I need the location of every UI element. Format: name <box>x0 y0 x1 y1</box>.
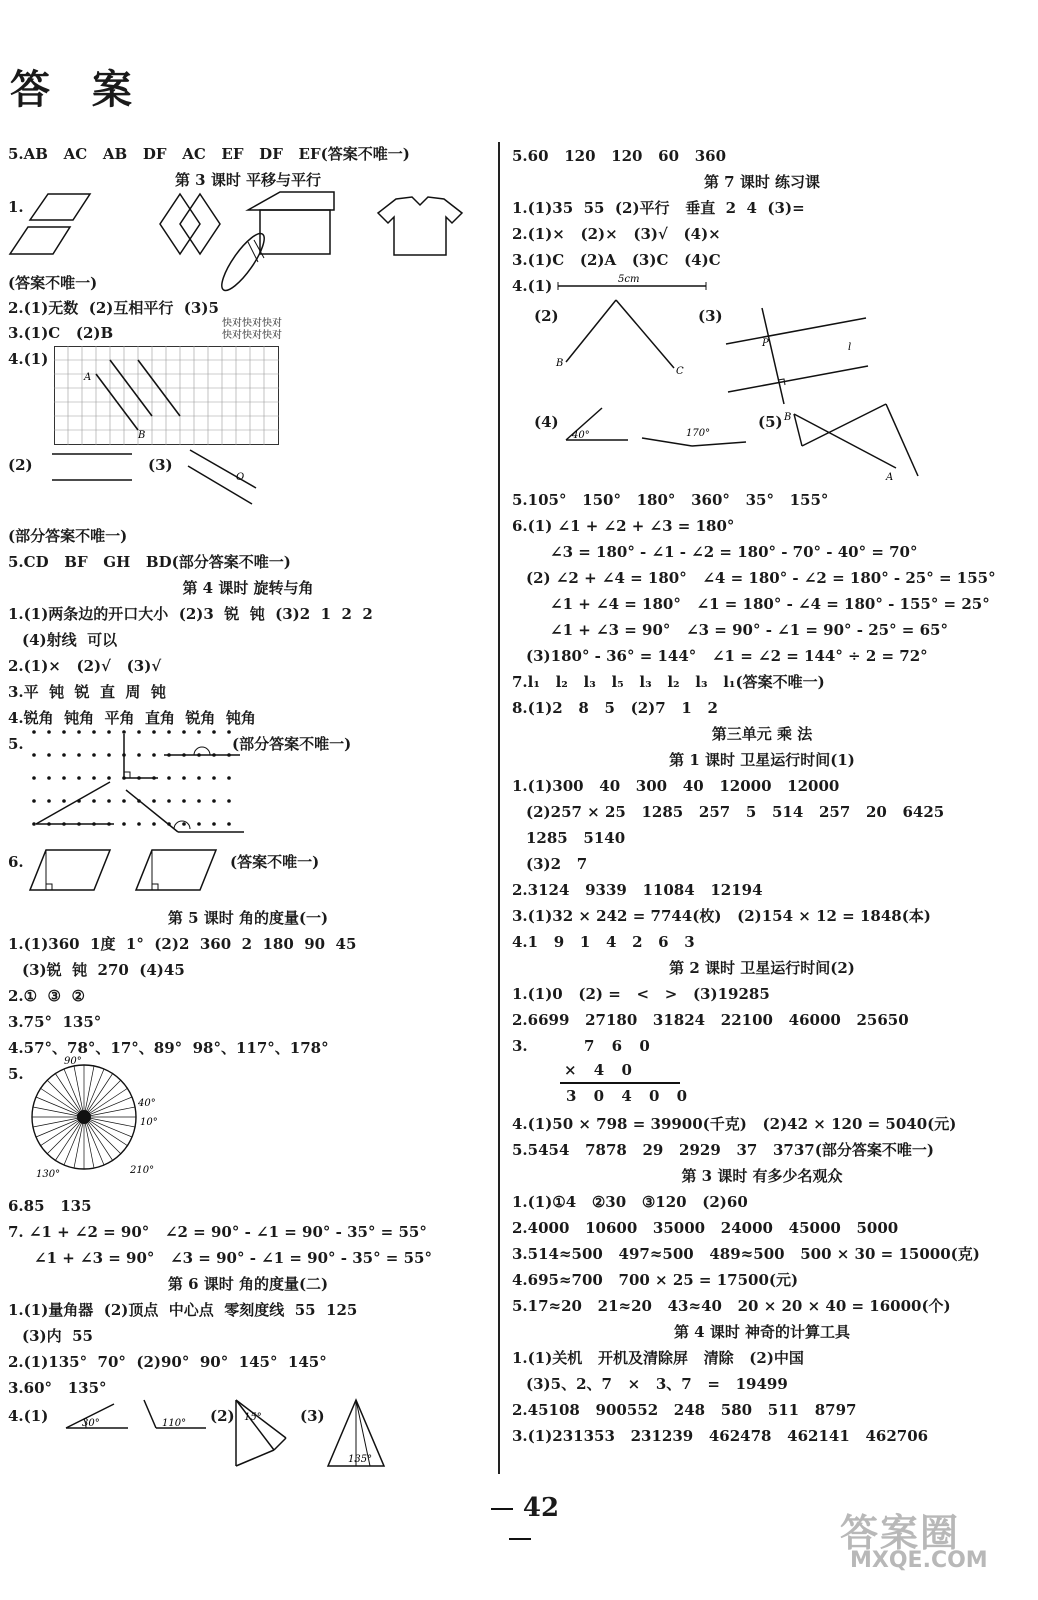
perpendicular-parallel-figure <box>722 300 872 406</box>
answer-line: 3.(1)32 × 242 = 7744(枚) (2)154 × 12 = 1848(本) <box>512 907 931 925</box>
point-label: P <box>762 338 769 349</box>
answer-line: 4.(1) <box>512 277 553 295</box>
angle-label: 10° <box>140 1117 158 1128</box>
point-label: B <box>784 412 792 423</box>
answer-line: 4.锐角 钝角 平角 直角 锐角 钝角 <box>8 709 256 727</box>
answer-line: ∠1 + ∠3 = 90° ∠3 = 90° - ∠1 = 90° - 35° = 55° <box>34 1249 432 1267</box>
stamp-note: 快对快对快对 <box>222 330 282 341</box>
answer-line: 1.(1)量角器 (2)顶点 中心点 零刻度线 55 125 <box>8 1301 358 1319</box>
answer-line: 6.(1) ∠1 + ∠2 + ∠3 = 180° <box>512 517 735 535</box>
angle-40-figure <box>562 406 632 444</box>
angle-110-figure <box>140 1398 210 1432</box>
answer-line: 4.57°、78°、17°、89° 98°、117°、178° <box>8 1039 329 1057</box>
page-number-dash <box>509 1538 531 1540</box>
point-label: A <box>886 472 894 483</box>
answer-line: 8.(1)2 8 5 (2)7 1 2 <box>512 699 718 717</box>
angle-label: 135° <box>348 1454 373 1465</box>
length-label: 5cm <box>618 274 640 285</box>
answer-line: 5.17≈20 21≈20 43≈40 20 × 20 × 40 = 16000(个) <box>512 1297 951 1315</box>
page-number <box>470 1493 570 1553</box>
point-label: B <box>138 430 146 441</box>
answer-line: (部分答案不唯一) <box>232 735 352 753</box>
dot-grid-angles-figure <box>28 728 240 842</box>
angle-label: 30° <box>82 1418 100 1429</box>
vertical-multiplication-row: × 4 0 <box>564 1061 638 1079</box>
page-title: 答 案 <box>10 66 146 113</box>
answer-line: 7.l₁ l₂ l₃ l₅ l₃ l₂ l₃ l₁(答案不唯一) <box>512 673 825 691</box>
section-heading: 第 4 课时 旋转与角 <box>182 579 314 597</box>
answer-line: (2) ∠2 + ∠4 = 180° ∠4 = 180° - ∠2 = 180° - 25° = 155° <box>526 569 996 587</box>
page-number-dash <box>491 1508 513 1510</box>
answer-line: (3)180° - 36° = 144° ∠1 = ∠2 = 144° ÷ 2 = 72° <box>526 647 928 665</box>
section-heading: 第 2 课时 卫星运行时间(2) <box>669 959 855 977</box>
parallel-through-point-figure <box>186 448 266 508</box>
answer-line: 1.(1)0 (2) = < > (3)19285 <box>512 985 770 1003</box>
section-heading: 第 4 课时 神奇的计算工具 <box>673 1323 851 1341</box>
angle-label: 15° <box>244 1412 262 1423</box>
answer-line: (3)内 55 <box>22 1327 93 1345</box>
answer-line: 5.AB AC AB DF AC EF DF EF(答案不唯一) <box>8 145 410 163</box>
answer-line: 3.60° 135° <box>8 1379 107 1397</box>
page-number-value: 42 <box>522 1493 560 1523</box>
answer-line: 1.(1)360 1度 1° (2)2 360 2 180 90 45 <box>8 935 357 953</box>
vertical-multiplication-row: 7 6 0 <box>584 1037 656 1055</box>
line-label: l <box>848 342 852 353</box>
stamp-note: 快对快对快对 <box>222 318 282 329</box>
answer-line: 4.(1) <box>8 350 49 368</box>
angle-bc-figure <box>552 296 692 376</box>
distance-ba-figure <box>782 402 932 482</box>
shirt-figure <box>376 195 476 259</box>
angle-label: 40° <box>572 430 590 441</box>
point-label: B <box>556 358 564 369</box>
section-heading: 第 5 课时 角的度量(一) <box>167 909 329 927</box>
answer-line: (3) <box>148 456 173 474</box>
answer-line: 4.695≈700 700 × 25 = 17500(元) <box>512 1271 799 1289</box>
answer-line: 3.75° 135° <box>8 1013 102 1031</box>
answer-line: 4.(1) <box>8 1407 49 1425</box>
answer-line: 2.4000 10600 35000 24000 45000 5000 <box>512 1219 899 1237</box>
answer-line: 3.514≈500 497≈500 489≈500 500 × 30 = 15000(克) <box>512 1245 980 1263</box>
answer-line: 3.平 钝 锐 直 周 钝 <box>8 683 166 701</box>
point-label: O <box>236 472 245 483</box>
angle-label: 110° <box>162 1418 187 1429</box>
answer-line: 5.5454 7878 29 2929 37 3737(部分答案不唯一) <box>512 1141 934 1159</box>
point-label: A <box>84 372 92 383</box>
answer-line: 2.(1)× (2)× (3)√ (4)× <box>512 225 721 243</box>
answer-line: 3. <box>512 1037 528 1055</box>
answer-line: 3.(1)C (2)B <box>8 324 114 342</box>
triangles-15-figure <box>230 1398 290 1470</box>
answer-line: 1.(1)两条边的开口大小 (2)3 锐 钝 (3)2 1 2 2 <box>8 605 373 623</box>
answer-line: 1. <box>8 198 24 216</box>
answer-line: 2.(1)无数 (2)互相平行 (3)5 <box>8 299 219 317</box>
parallelograms-figure <box>28 848 238 894</box>
section-heading: 第 1 课时 卫星运行时间(1) <box>669 751 855 769</box>
answer-line: 1.(1)关机 开机及清除屏 清除 (2)中国 <box>512 1349 804 1367</box>
answer-line: (3)2 7 <box>526 855 588 873</box>
parallel-lines-figure <box>48 446 148 486</box>
multiplication-rule <box>560 1082 680 1084</box>
point-label: C <box>676 366 684 377</box>
watermark-url: MXQE.COM <box>850 1548 988 1573</box>
angle-label: 170° <box>686 428 711 439</box>
answer-line: 2.(1)× (2)√ (3)√ <box>8 657 162 675</box>
answer-line: 3.(1)231353 231239 462478 462141 462706 <box>512 1427 929 1445</box>
answer-line: 6.85 135 <box>8 1197 92 1215</box>
protractor-circle-figure <box>22 1055 182 1180</box>
answer-line: 2.(1)135° 70° (2)90° 90° 145° 145° <box>8 1353 327 1371</box>
angle-label: 90° <box>64 1056 82 1067</box>
segment-5cm-figure <box>556 272 716 292</box>
answer-line: 5.105° 150° 180° 360° 35° 155° <box>512 491 829 509</box>
answer-line: 3.(1)C (2)A (3)C (4)C <box>512 251 721 269</box>
answer-line: 2.45108 900552 248 580 511 8797 <box>512 1401 857 1419</box>
answer-line: (3)锐 钝 270 (4)45 <box>22 961 185 979</box>
answer-line: 4.(1)50 × 798 = 39900(千克) (2)42 × 120 = 5040(元) <box>512 1115 957 1133</box>
section-heading: 第 6 课时 角的度量(二) <box>167 1275 329 1293</box>
angle-label: 210° <box>130 1165 155 1176</box>
answer-line: 6. <box>8 853 24 871</box>
watermark-logo: 答案圈 <box>840 1511 961 1555</box>
unit-heading: 第三单元 乘 法 <box>711 725 813 743</box>
answer-line: 5. <box>8 1065 24 1083</box>
translation-shapes-figure <box>8 192 328 272</box>
section-heading: 第 3 课时 有多少名观众 <box>681 1167 843 1185</box>
angle-170-figure <box>640 424 750 452</box>
answer-line: ∠1 + ∠3 = 90° ∠3 = 90° - ∠1 = 90° - 25° = 65° <box>550 621 948 639</box>
answer-line: ∠1 + ∠4 = 180° ∠1 = 180° - ∠4 = 180° - 155° = 25° <box>550 595 990 613</box>
answer-line: (4) <box>534 413 559 431</box>
section-heading: 第 7 课时 练习课 <box>703 173 821 191</box>
answer-line: 1.(1)300 40 300 40 12000 12000 <box>512 777 840 795</box>
answer-line: 5. <box>8 735 24 753</box>
answer-line: ∠3 = 180° - ∠1 - ∠2 = 180° - 70° - 40° = 70° <box>550 543 918 561</box>
angle-label: 130° <box>36 1169 61 1180</box>
answer-line: (5) <box>758 413 783 431</box>
answer-line: (3)5、2、7 × 3、7 = 19499 <box>526 1375 788 1393</box>
grid-figure <box>54 346 280 446</box>
answer-line: (2) <box>534 307 559 325</box>
answer-line: (部分答案不唯一) <box>8 527 128 545</box>
answer-line: 1.(1)①4 ②30 ③120 (2)60 <box>512 1193 748 1211</box>
answer-line: (2) <box>8 456 33 474</box>
answer-line: 5.60 120 120 60 360 <box>512 147 727 165</box>
answer-line: 2.① ③ ② <box>8 987 85 1005</box>
angle-label: 40° <box>138 1098 156 1109</box>
answer-line: 2.3124 9339 11084 12194 <box>512 881 763 899</box>
answer-line: 1285 5140 <box>526 829 626 847</box>
triangles-135-figure <box>326 1398 386 1470</box>
answer-line: (3) <box>300 1407 325 1425</box>
answer-line: (答案不唯一) <box>8 274 98 292</box>
vertical-multiplication-row: 3 0 4 0 0 <box>566 1087 694 1105</box>
answer-line: (3) <box>698 307 723 325</box>
section-heading: 第 3 课时 平移与平行 <box>174 171 322 189</box>
answer-line: (4)射线 可以 <box>22 631 118 649</box>
answer-line: 5.CD BF GH BD(部分答案不唯一) <box>8 553 291 571</box>
angle-30-figure <box>62 1402 132 1432</box>
answer-line: 2.6699 27180 31824 22100 46000 25650 <box>512 1011 909 1029</box>
answer-line: 4.1 9 1 4 2 6 3 <box>512 933 695 951</box>
answer-line: (2) <box>210 1407 235 1425</box>
answer-line: (答案不唯一) <box>230 853 320 871</box>
answer-line: 7. ∠1 + ∠2 = 90° ∠2 = 90° - ∠1 = 90° - 35° = 55° <box>8 1223 427 1241</box>
answer-line: 1.(1)35 55 (2)平行 垂直 2 4 (3)= <box>512 199 805 217</box>
answer-line: (2)257 × 25 1285 257 5 514 257 20 6425 <box>526 803 945 821</box>
